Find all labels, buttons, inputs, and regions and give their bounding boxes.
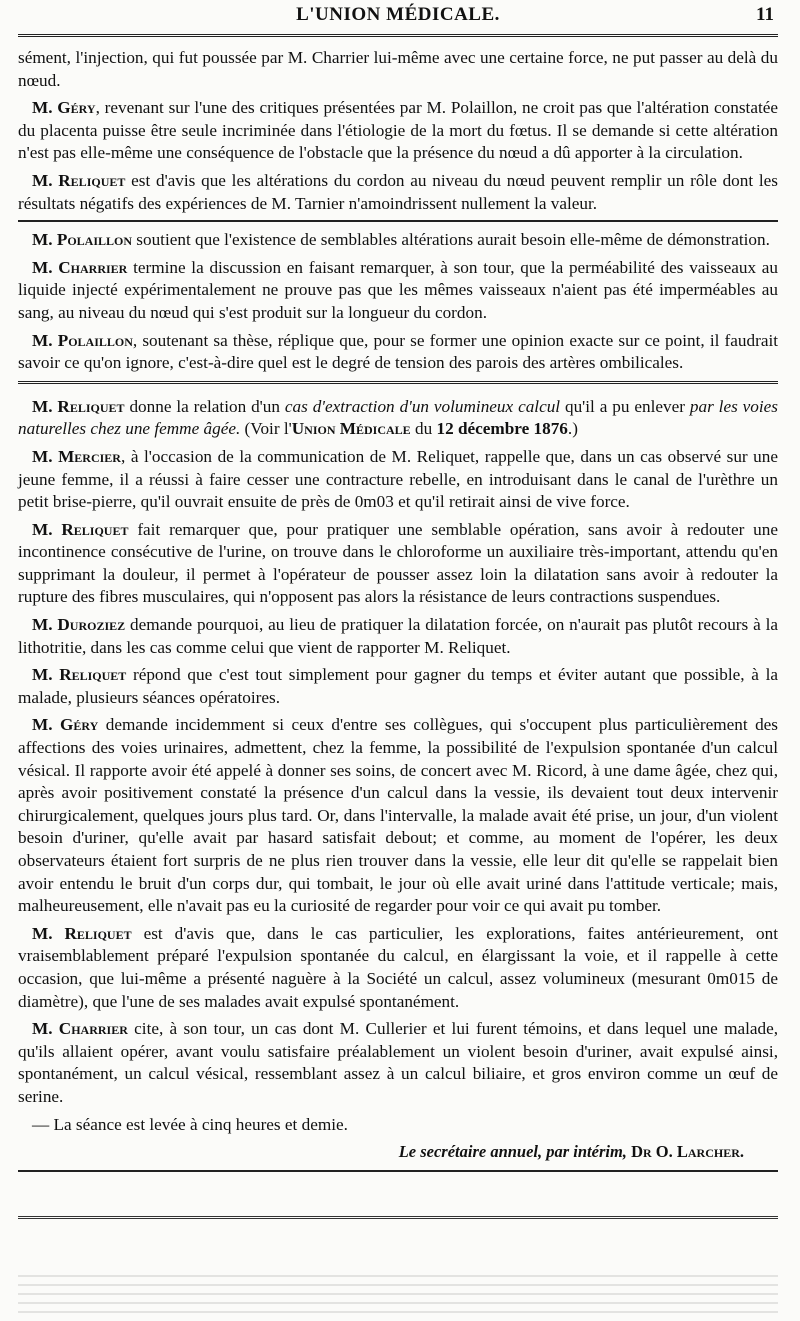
section-rule [18, 220, 778, 222]
speaker-name: M. Géry [32, 98, 96, 118]
paragraph: M. Charrier cite, à son tour, un cas dont M. Cullerier et lui furent témoins, et dans lequel une malade, qu'ils allaient opérer, avant voulu satisfaire préalablement un violent besoin d'uriner, avait expulsé ainsi, spontanément, un calcul vésical, ressemblant assez à un calcul biliaire, et gros environ comme un œuf de serine. [18, 1019, 778, 1106]
bleed-through-texture [18, 1273, 778, 1313]
speaker-name: M. Polaillon [32, 330, 133, 350]
paragraph: M. Reliquet fait remarquer que, pour pratiquer une semblable opération, sans avoir à redouter une incontinence consécutive de l'urine, on trouve dans le chloroforme un auxiliaire très-important, attendu qu'en supprimant la douleur, il permet à l'opérateur de pousser assez loin la dilatation sans avoir à redouter la rupture des fibres musculaires, qui n'opposent pas alors la résistance de leurs contractions suspendues. [18, 519, 778, 607]
paragraph: M. Duroziez demande pourquoi, au lieu de pratiquer la dilatation forcée, on n'aurait pas plutôt recours à la lithotritie, dans les cas comme celui que vient de rapporter M. Reliquet. [18, 615, 778, 657]
speaker-name: M. Duroziez [32, 615, 126, 635]
paragraph: M. Charrier termine la discussion en faisant remarquer, à son tour, que la perméabilité des vaisseaux au liquide injecté expérimentalement ne prouve pas que les mêmes vaisseaux n'aient pas été imperméables au sang, au niveau du nœud qui s'est produit sur la longueur du cordon. [18, 257, 778, 322]
speaker-name: M. Reliquet [32, 396, 125, 416]
footer-rule [18, 1216, 778, 1221]
signature [18, 1142, 778, 1162]
article-body [18, 47, 778, 1136]
speaker-name: M. Mercier [32, 446, 121, 466]
speaker-name: M. Reliquet [32, 923, 132, 943]
page-header [18, 0, 778, 37]
paragraph: sément, l'injection, qui fut poussée par M. Charrier lui-même avec une certaine force, ne put passer au delà du nœud. [18, 48, 778, 90]
paragraph: M. Polaillon, soutenant sa thèse, réplique que, pour se former une opinion exacte sur ce point, il faudrait savoir ce qu'on ignore, c'est-à-dire quel est le degré de tension des parois des artères ombilicales. [18, 330, 778, 373]
page-number: 11 [756, 4, 774, 25]
closing-line: — La séance est levée à cinq heures et demie. [32, 1114, 348, 1134]
paragraph: M. Géry demande incidemment si ceux d'entre ses collègues, qui s'occupent plus particulièrement des affections des voies urinaires, admettent, chez la femme, la possibilité de l'expulsion spontanée d'un calcul vésical. Il rapporte avoir été appelé à donner ses soins, de concert avec M. Ricord, à une dame âgée, chez qui, après avoir positivement constaté la présence d'un calcul dans la vessie, ils devaient tout deux intervenir chirurgicalement, quelques jours plus tard. Or, dans l'intervalle, la malade avait été prise, un jour, d'un violent besoin d'uriner, qu'elle avait par hasard satisfait debout; et comme, au moment de l'opérer, les deux observateurs étaient fort surpris de ne plus rien trouver dans la vessie, elle leur dit qu'elle se rappelait bien avoir entendu le bruit d'un corps dur, qui tombait, le jour où elle avait uriné dans l'attitude verticale; mais, malheureusement, elle n'avait pas eu la curiosité de regarder pour voir ce qui avait pu tomber. [18, 715, 778, 916]
reference-date: 12 décembre 1876 [436, 419, 568, 439]
running-title: L'UNION MÉDICALE. [296, 4, 500, 25]
paragraph: M. Polaillon soutient que l'existence de semblables altérations aurait besoin elle-même de démonstration. [32, 230, 770, 250]
speaker-name: M. Charrier [32, 1019, 128, 1039]
case-title: cas d'extraction d'un volumineux calcul [284, 396, 561, 416]
speaker-name: M. Reliquet [32, 170, 126, 190]
paragraph: M. Reliquet est d'avis que les altérations du cordon au niveau du nœud peuvent remplir un rôle dont les résultats négatifs des expériences de M. Tarnier n'amoindrissent nullement la valeur. [18, 170, 778, 213]
paragraph: M. Mercier, à l'occasion de la communication de M. Reliquet, rappelle que, dans un cas observé sur une jeune femme, il a réussi à faire cesser une contracture rebelle, en introduisant dans le canal de l'urèthre un petit brise-pierre, qu'il ouvrait ensuite de près de 0m03 et qu'il retirait ainsi de vive force. [18, 446, 779, 512]
paragraph: M. Reliquet répond que c'est tout simplement pour gagner du temps et éviter autant que possible, à la malade, plusieurs séances opératoires. [18, 665, 778, 707]
signature-name: Dr O. Larcher. [631, 1142, 744, 1162]
paragraph: M. Géry, revenant sur l'une des critiques présentées par M. Polaillon, ne croit pas que l'altération constatée du placenta puisse être seule incriminée dans l'étiologie de la mort du fœtus. Il se demande si cette altération n'est pas elle-même une conséquence de l'obstacle que la présence du nœud a dû apporter à la circulation. [18, 98, 778, 163]
speaker-name: M. Reliquet [32, 519, 129, 539]
signature-role: Le secrétaire annuel, par intérim, [398, 1142, 627, 1162]
speaker-name: M. Reliquet [32, 665, 127, 685]
journal-name: Union Médicale [291, 419, 411, 439]
section-double-rule [18, 381, 778, 386]
paragraph: M. Reliquet est d'avis que, dans le cas particulier, les explorations, faites antérieurement, ont vraisemblablement préparé l'expulsion spontanée du calcul, en élargissant la voie, et il rappelle à cette occasion, que lui-même a présenté naguère à la Société un calcul, assez volumineux (mesurant 0m015 de diamètre), que l'une de ses malades avait expulsé spontanément. [18, 923, 778, 1011]
speaker-name: M. Géry [32, 715, 99, 735]
closing-rule [18, 1170, 778, 1172]
paragraph: M. Reliquet donne la relation d'un cas d'extraction d'un volumineux calcul qu'il a pu enlever par les voies naturelles chez une femme âgée. (Voir l'Union Médicale du 12 décembre 1876.) [18, 396, 778, 439]
speaker-name: M. Polaillon [32, 230, 132, 250]
speaker-name: M. Charrier [32, 257, 128, 277]
